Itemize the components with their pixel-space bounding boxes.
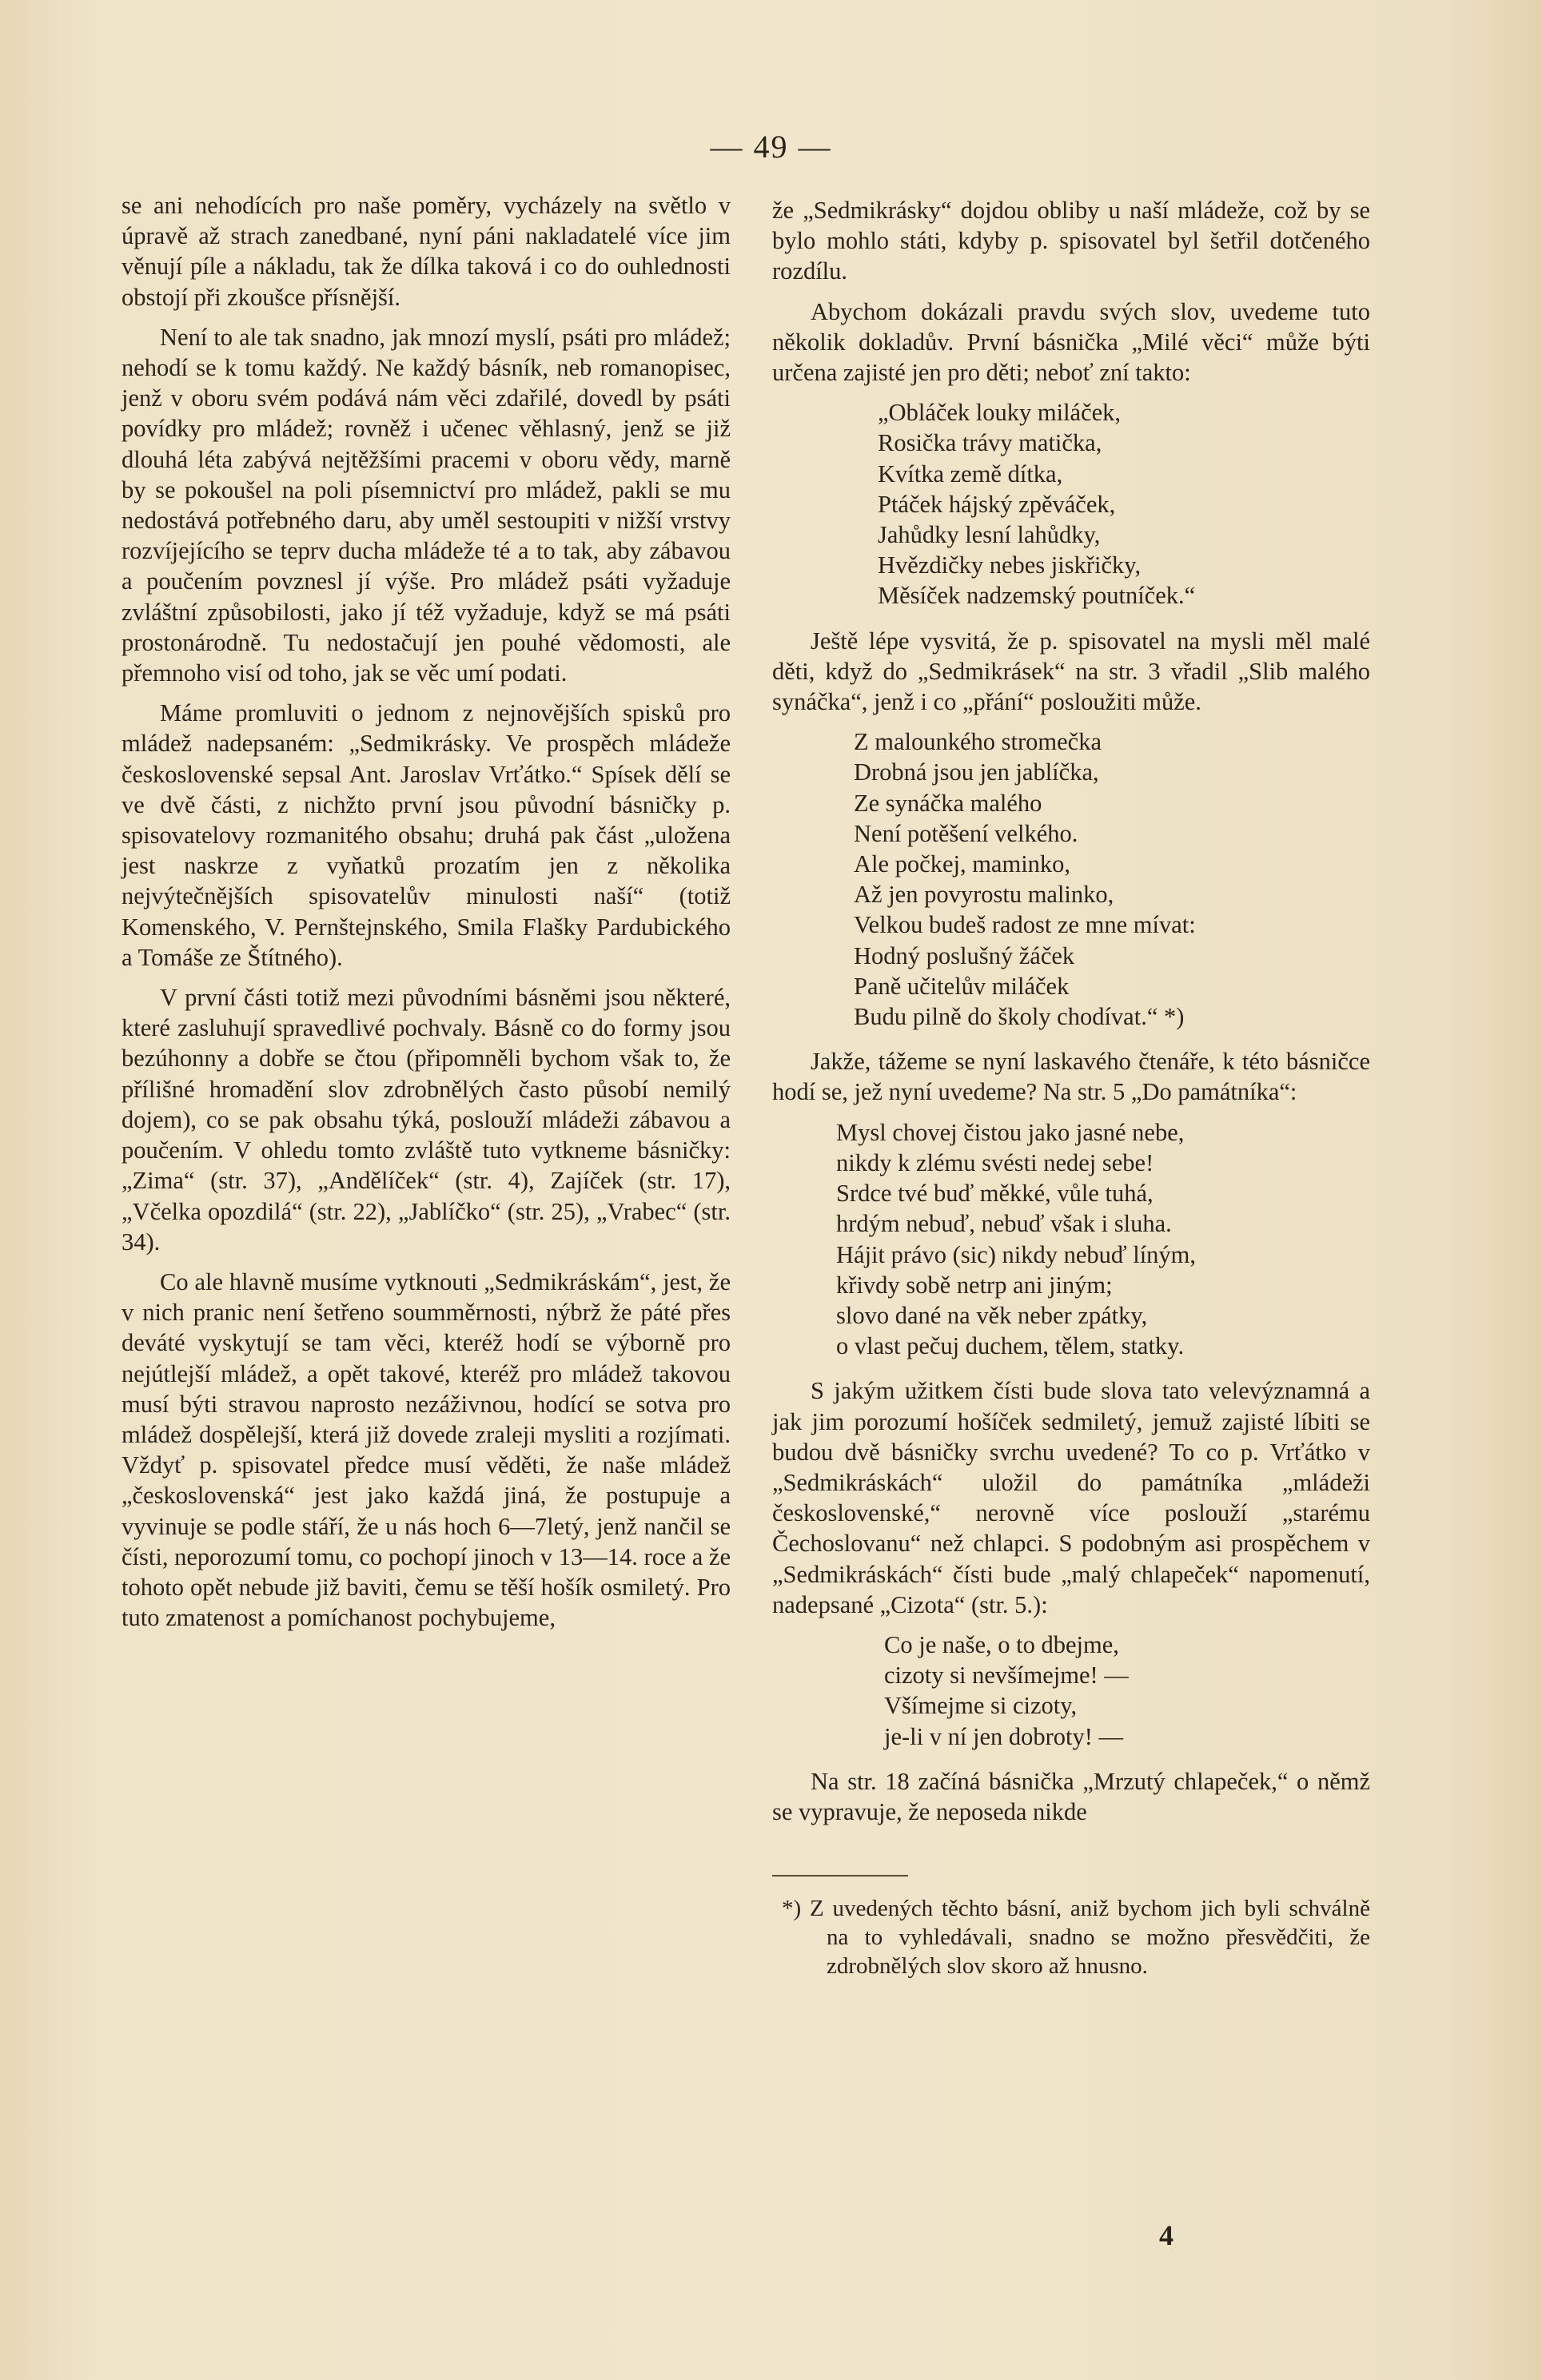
paragraph: Máme promluviti o jednom z nejnovějších spisků pro mládež nadepsaném: „Sedmikrásky. Ve prospěch mládeže československé sepsal Ant. Jaroslav Vrťátko.“ Spísek dělí se ve dvě části, z nichžto první jsou původní básničky p. spisovatelovy rozmanitého obsahu; druhá pak část „uložena jest naskrze z vyňatků prozatím jen z několika nejvýtečnějších spisovatelův minulosti naší“ (totiž Komenského, V. Pernštejnského, Smila Flašky Pardubického a Tomáše ze Štítného). xyxy=(122,699,731,971)
poem-line: „Obláček louky miláček, xyxy=(878,399,1122,427)
page-number: — 49 — xyxy=(710,129,832,165)
paragraph: Na str. 18 začíná básnička „Mrzutý chlapeček,“ o němž se vypravuje, že neposeda nikde xyxy=(772,1767,1370,1825)
poem-line: Velkou budeš radost ze mne mívat: xyxy=(854,911,1196,939)
poem-line: je-li v ní jen dobroty! — xyxy=(884,1722,1124,1750)
poem-line: Hvězdičky nebes jiskřičky, xyxy=(878,551,1142,579)
poem-line: Co je naše, o to dbejme, xyxy=(884,1630,1119,1658)
footnote-rule xyxy=(772,1875,908,1877)
poem-line: Ale počkej, maminko, xyxy=(854,850,1071,878)
poem-line: o vlast pečuj duchem, tělem, statky. xyxy=(836,1332,1185,1360)
poem-line: Kvítka země dítka, xyxy=(878,460,1063,488)
poem-line: křivdy sobě netrp ani jiným; xyxy=(836,1271,1113,1299)
poem-line: cizoty si nevšímejme! — xyxy=(884,1662,1129,1689)
poem-line: Drobná jsou jen jablíčka, xyxy=(854,758,1099,786)
poem-line: Měsíček nadzemský poutníček.“ xyxy=(878,582,1196,610)
poem-mile-veci xyxy=(772,397,1370,611)
paragraph: Ještě lépe vysvitá, že p. spisovatel na mysli měl malé děti, když do „Sedmikrásek“ na str. 3 vřadil „Slib malého synáčka“, jenž i co „přání“ posloužiti může. xyxy=(772,627,1370,716)
poem-cizota xyxy=(772,1630,1370,1752)
poem-line: Není potěšení velkého. xyxy=(854,819,1078,847)
poem-line: Mysl chovej čistou jako jasné nebe, xyxy=(836,1118,1185,1146)
paragraph: Abychom dokázali pravdu svých slov, uvedeme tuto několik dokladův. První básnička „Milé věci“ může býti určena zajisté jen pro děti; neboť zní takto: xyxy=(772,297,1370,387)
paragraph: Jakže, tážeme se nyní laskavého čtenáře, k této básničce hodí se, jež nyní uvedeme? Na str. 5 „Do památníka“: xyxy=(772,1048,1370,1106)
poem-line: Hájit právo (sic) nikdy nebuď líným, xyxy=(836,1240,1197,1268)
signature-mark: 4 xyxy=(1159,2219,1173,2251)
poem-slib-synacka xyxy=(772,726,1370,1032)
left-column xyxy=(122,190,731,1642)
paragraph: se ani nehodících pro naše poměry, vycházely na světlo v úpravě až strach zanedbané, nyní páni nakladatelé více jim věnují píle a nákladu, tak že dílka taková i co do ouhlednosti obstojí při zkoušce přísnější. xyxy=(122,192,731,311)
poem-line: Všímejme si cizoty, xyxy=(884,1692,1078,1720)
paragraph: Co ale hlavně musíme vytknouti „Sedmikráskám“, jest, že v nich pranic není šetřeno soumměrnosti, nýbrž že páté přes deváté vyskytují se tam věci, kteréž hodí se výborně pro nejútlejší mládež, a opět takové, kteréž pro mládež takovou musí býti stravou naprosto nezáživnou, hodící se sotva pro mládež dospělejší, která již dovede zraleji mysliti a rozjímati. Vždyť p. spisovatel předce musí věděti, že naše mládež „československá“ jest jako každá jiná, že postupuje a vyvinuje se podle stáří, že u nás hoch 6—7letý, jenž nančil se čísti, neporozumí tomu, co pochopí jinoch v 13—14. roce a že tohoto opět nebude již baviti, čemu se těší hošík osmiletý. Pro tuto zmatenost a pomíchanost pochybujeme, xyxy=(122,1268,731,1632)
poem-line: Ptáček hájský zpěváček, xyxy=(878,490,1116,518)
footnote: *) Z uvedených těchto básní, aniž bychom jich byli schválně na to vyhledávali, snadno se možno přesvědčiti, že zdrobnělých slov skoro až hnusno. xyxy=(782,1896,1370,1980)
poem-line: Budu pilně do školy chodívat.“ *) xyxy=(854,1003,1185,1031)
right-column xyxy=(772,195,1370,1980)
paragraph: S jakým užitkem čísti bude slova tato velevýznamná a jak jim porozumí hošíček sedmiletý, jemuž zajisté líbiti se budou dvě básničky svrchu uvedené? To co p. Vrťátko v „Sedmikráskách“ uložil do památníka „mládeži československé,“ nerovně více poslouží „starému Čechoslovanu“ než chlapci. S podobným asi prospěchem v „Sedmikráskách“ čísti bude „malý chlapeček“ napomenutí, nadepsané „Cizota“ (str. 5.): xyxy=(772,1377,1370,1618)
poem-line: Srdce tvé buď měkké, vůle tuhá, xyxy=(836,1180,1154,1208)
poem-line: Hodný poslušný žáček xyxy=(854,941,1075,969)
poem-line: Až jen povyrostu malinko, xyxy=(854,881,1114,909)
paragraph: V první části totiž mezi původními básněmi jsou některé, které zasluhují spravedlivé pochvaly. Básně co do formy jsou bezúhonny a dobře se čtou (připomněli bychom však to, že přílišné hromadění slov zdrobnělých často působí nemilý dojem), co se pak obsahu týká, poslouží mládeži zábavou a poučením. V ohledu tomto zvláště tuto vytkneme básničky: „Zima“ (str. 37), „Andělíček“ (str. 4), Zajíček (str. 17), „Včelka opozdilá“ (str. 22), „Jablíčko“ (str. 25), „Vrabec“ (str. 34). xyxy=(122,984,731,1256)
poem-line: slovo dané na věk neber zpátky, xyxy=(836,1301,1148,1329)
poem-line: Rosička trávy matička, xyxy=(878,429,1102,457)
poem-line: Paně učitelův miláček xyxy=(854,972,1070,1000)
paragraph: že „Sedmikrásky“ dojdou obliby u naší mládeže, což by se bylo mohlo státi, kdyby p. spisovatel byl šetřil dotčeného rozdílu. xyxy=(772,197,1370,285)
poem-line: Ze synáčka malého xyxy=(854,789,1042,817)
poem-line: Jahůdky lesní lahůdky, xyxy=(878,521,1101,549)
poem-line: hrdým nebuď, nebuď však i sluha. xyxy=(836,1210,1172,1238)
poem-do-pamatnika xyxy=(772,1117,1370,1362)
poem-line: nikdy k zlému svésti nedej sebe! xyxy=(836,1148,1154,1176)
paragraph: Není to ale tak snadno, jak mnozí myslí, psáti pro mládež; nehodí se k tomu každý. Ne každý básník, neb romanopisec, jenž v oboru svém podává nám věci zdařilé, dovedl by psáti povídky pro mládež; rovněž i učenec věhlasný, jenž se již dlouhá léta zabývá nejtěžšími pracemi v oboru vědy, marně by se pokoušel na poli písemnictví pro mládež, pakli se mu nedostává potřebného daru, aby uměl sestoupiti v nižší vrstvy rozvíjejícího se teprv ducha mládeže té a to tak, aby zábavou a poučením povznesl jí výše. Pro mládež psáti vyžaduje zvláštní způsobilosti, jako jí též vyžaduje, když se má psáti prostonárodně. Tu nedostačují jen pouhé vědomosti, ale přemnoho visí od toho, jak se věc umí podati. xyxy=(122,323,731,687)
poem-line: Z malounkého stromečka xyxy=(854,728,1102,756)
